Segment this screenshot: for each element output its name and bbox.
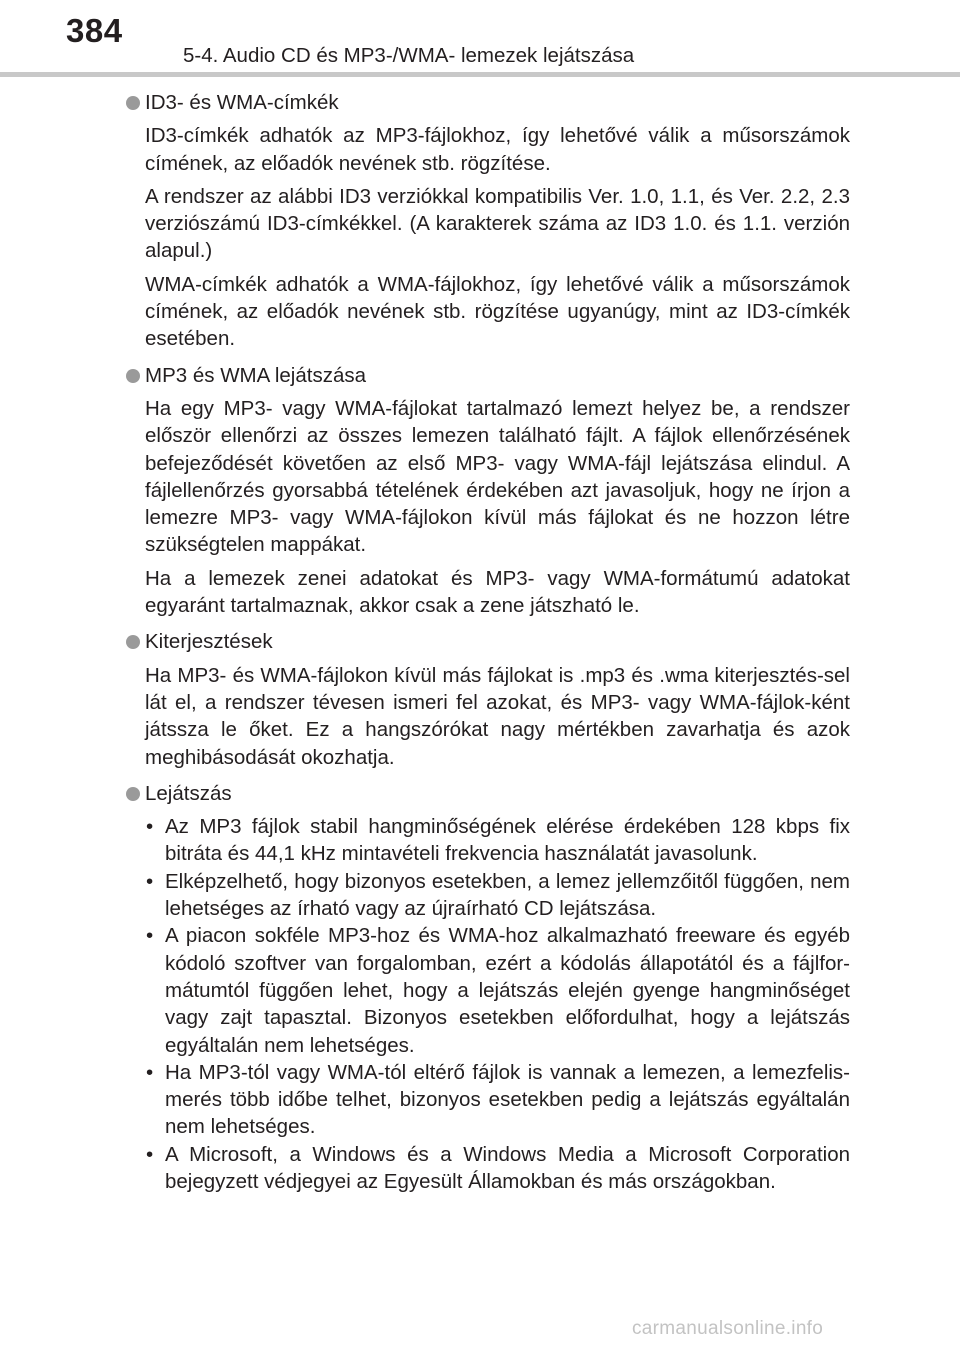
section-heading	[124, 780, 850, 807]
section-mp3-wma-playback	[124, 362, 850, 620]
list-item-text: Ha MP3-tól vagy WMA-tól eltérő fájlok is vannak a lemezen, a lemezfelis-merés több időbe telhet, bizonyos esetekben pedig a lejátszás egyáltalán nem lehetséges.	[165, 1060, 850, 1139]
section-id3-wma-tags	[124, 89, 850, 353]
section-heading-text: Kiterjesztések	[145, 630, 273, 654]
paragraph: ID3-címkék adhatók az MP3-fájlokhoz, így lehetővé válik a műsorszámok címének, az előadók nevének stb. rögzítése.	[145, 124, 850, 175]
list-item	[145, 922, 850, 1058]
bullet-mark-icon: •	[146, 924, 154, 948]
section-extensions	[124, 628, 850, 770]
section-heading	[124, 89, 850, 116]
paragraph: Ha MP3- és WMA-fájlokon kívül más fájlokat is .mp3 és .wma kiterjesztés-sel lát el, a rendszer tévesen ismeri fel azokat, és MP3- vagy WMA-fájlok-ként játssza le őket. Ez a hangszórókat nagy mértékben zavarhatja és azok meghibásodását okozhatja.	[145, 663, 850, 769]
list-item-text: Az MP3 fájlok stabil hangminőségének elérése érdekében 128 kbps fix bitráta és 44,1 kHz mintavételi frekvencia használatát javasolunk.	[165, 815, 850, 866]
section-playback	[124, 780, 850, 1195]
bullet-mark-icon: •	[146, 1142, 154, 1166]
paragraph: Ha a lemezek zenei adatokat és MP3- vagy WMA-formátumú adatokat egyaránt tartalmaznak, akkor csak a zene játszható le.	[145, 566, 850, 618]
bullet-dot-icon	[126, 369, 140, 383]
bullet-dot-icon	[126, 635, 140, 649]
list-item	[145, 1059, 850, 1141]
list-item-text: A Microsoft, a Windows és a Windows Media a Microsoft Corporation bejegyzett védjegyei az Egyesült Államokban és más országokban.	[165, 1142, 850, 1193]
list-item-text: Elképzelhető, hogy bizonyos esetekben, a lemez jellemzőitől függően, nem lehetséges az írható vagy az újraírható CD lejátszása.	[165, 869, 850, 921]
page-number: 384	[66, 12, 123, 49]
section-heading-text: ID3- és WMA-címkék	[145, 91, 339, 114]
section-heading	[124, 362, 850, 389]
page-header	[0, 0, 960, 80]
bullet-dot-icon	[126, 96, 140, 110]
section-heading-text: Lejátszás	[145, 781, 232, 805]
list-item	[145, 868, 850, 923]
bullet-list	[145, 813, 850, 1195]
main-content	[124, 89, 850, 1204]
header-divider	[0, 72, 960, 77]
paragraph: WMA-címkék adhatók a WMA-fájlokhoz, így lehetővé válik a műsorszámok címének, az előadók nevének stb. rögzítése ugyanúgy, mint az ID3-címkék esetében.	[145, 272, 850, 351]
section-title: 5-4. Audio CD és MP3-/WMA- lemezek lejátszása	[183, 44, 635, 67]
section-heading-text: MP3 és WMA lejátszása	[145, 363, 367, 387]
bullet-mark-icon: •	[146, 1060, 154, 1084]
list-item	[145, 813, 850, 868]
paragraph: Ha egy MP3- vagy WMA-fájlokat tartalmazó lemezt helyez be, a rendszer először ellenőrzi az összes lemezen található fájlt. A fájlok ellenőrzésének befejeződését követően az első MP3- vagy WMA-fájl lejátszása elindul. A fájlellenőrzés gyorsabbá tételének érdekében azt javasoljuk, hogy ne írjon a lemezre MP3- vagy WMA-fájlokon kívül más fájlokat és ne hozzon létre szükségtelen mappákat.	[145, 396, 850, 557]
paragraph: A rendszer az alábbi ID3 verziókkal kompatibilis Ver. 1.0, 1.1, és Ver. 2.2, 2.3 verziószámú ID3-címkékkel. (A karakterek száma az ID3 1.0. és 1.1. verzión alapul.)	[145, 184, 850, 263]
list-item	[145, 1141, 850, 1196]
bullet-mark-icon: •	[146, 815, 154, 839]
bullet-mark-icon: •	[146, 869, 154, 893]
watermark: carmanualsonline.info	[632, 1318, 824, 1339]
bullet-dot-icon	[126, 787, 140, 801]
list-item-text: A piacon sokféle MP3-hoz és WMA-hoz alkalmazható freeware és egyéb kódoló szoftver van forgalomban, ezért a kódolás állapotától és a fájlfor-mátumtól függően lehet, hogy a lejátszás elején gyenge hangminőséget vagy zajt tapasztal. Bizonyos esetekben előfordulhat, hogy a lejátszás egyáltalán nem lehetséges.	[165, 924, 850, 1057]
section-heading	[124, 628, 850, 655]
